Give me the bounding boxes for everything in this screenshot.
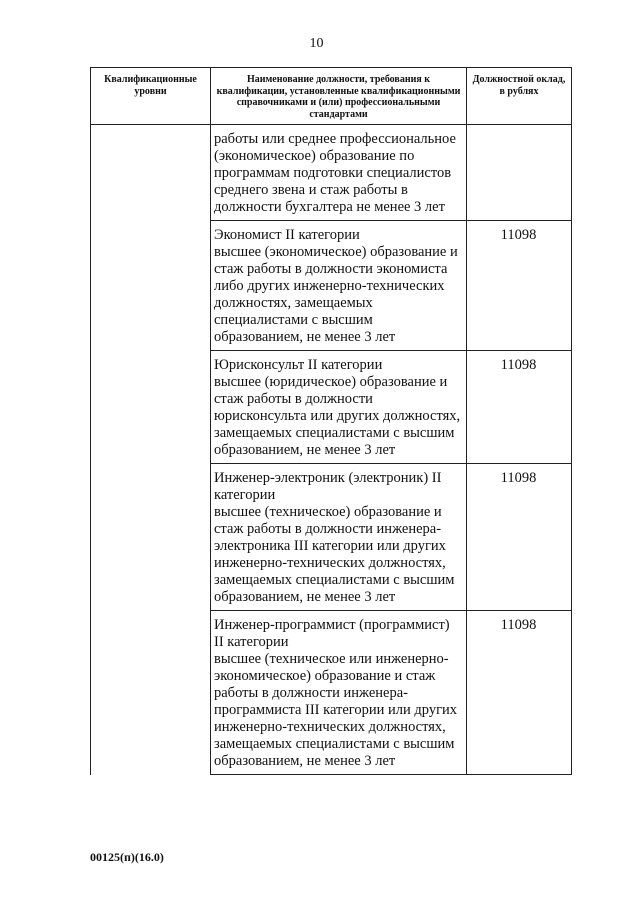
document-code: 00125(п)(16.0) (90, 850, 164, 864)
level-cell (91, 125, 211, 775)
salary-cell: 11098 (467, 221, 572, 351)
salary-cell: 11098 (467, 351, 572, 464)
page-number: 10 (309, 36, 324, 51)
position-cell (211, 221, 467, 351)
position-title: Юрисконсульт II категории (214, 357, 383, 373)
header-levels: Квалификационные уровни (91, 68, 211, 125)
position-cell (211, 351, 467, 464)
qualification-table (90, 67, 572, 775)
position-requirements: высшее (техническое) образование и стаж работы в должности инженера-электроника III категории или других инженерно-технических должностях, замещаемых специалистами с высшим образованием, не менее 3 лет (214, 504, 455, 605)
position-requirements: высшее (экономическое) образование и стаж работы в должности экономиста либо других инженерно-технических должностях, замещаемых специалистами с высшим образованием, не менее 3 лет (214, 244, 458, 345)
position-requirements: высшее (юридическое) образование и стаж работы в должности юрисконсульта или других должностях, замещаемых специалистами с высшим образованием, не менее 3 лет (214, 374, 461, 458)
position-cell (211, 125, 467, 221)
position-cell (211, 464, 467, 611)
position-requirements: работы или среднее профессиональное (экономическое) образование по программам подготовки специалистов среднего звена и стаж работы в должности бухгалтера не менее 3 лет (214, 131, 456, 215)
position-requirements: высшее (техническое или инженерно-экономическое) образование и стаж работы в должности инженера-программиста III категории или других инженерно-технических должностях, замещаемых специалистами с высшим образованием, не менее 3 лет (214, 651, 458, 769)
salary-cell: 11098 (467, 611, 572, 775)
position-title: Экономист II категории (214, 227, 360, 243)
salary-cell: 11098 (467, 464, 572, 611)
table-header-row (91, 68, 572, 125)
position-title: Инженер-программист (программист) II категории (214, 617, 450, 650)
position-title: Инженер-электроник (электроник) II категории (214, 470, 442, 503)
salary-cell (467, 125, 572, 221)
header-salary: Должностной оклад, в рублях (467, 68, 572, 125)
position-cell (211, 611, 467, 775)
table-row (91, 125, 572, 221)
header-position: Наименование должности, требования к квалификации, установленные квалификационными справочниками и (или) профессиональными стандартами (211, 68, 467, 125)
